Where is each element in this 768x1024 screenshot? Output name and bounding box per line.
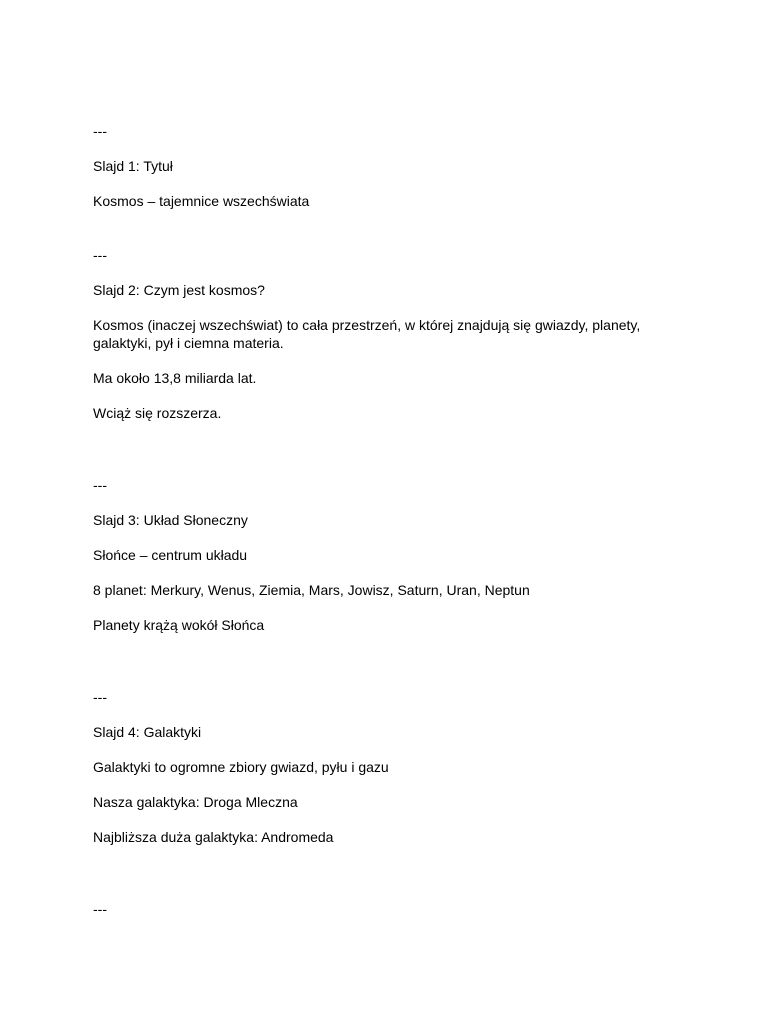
slide-4-heading: Slajd 4: Galaktyki bbox=[93, 724, 202, 740]
slide-2-paragraph-age: Ma około 13,8 miliarda lat. bbox=[93, 370, 257, 386]
slide-1-title-text: Kosmos – tajemnice wszechświata bbox=[93, 193, 310, 209]
slide-4-paragraph-definition: Galaktyki to ogromne zbiory gwiazd, pyłu i gazu bbox=[93, 759, 389, 775]
separator-1: --- bbox=[93, 123, 107, 139]
slide-4-paragraph-milky-way: Nasza galaktyka: Droga Mleczna bbox=[93, 794, 298, 810]
slide-1-heading: Slajd 1: Tytuł bbox=[93, 158, 173, 174]
slide-3-heading: Slajd 3: Układ Słoneczny bbox=[93, 512, 248, 528]
slide-2-paragraph-definition: Kosmos (inaczej wszechświat) to cała przestrzeń, w której znajdują się gwiazdy, planety, galaktyki, pył i ciemna materia. bbox=[93, 317, 641, 351]
slide-4-paragraph-andromeda: Najbliższa duża galaktyka: Andromeda bbox=[93, 829, 334, 845]
slide-3-paragraph-orbits: Planety krążą wokół Słońca bbox=[93, 617, 265, 633]
separator-2: --- bbox=[93, 247, 107, 263]
slide-3-paragraph-sun: Słońce – centrum układu bbox=[93, 547, 248, 563]
separator-3: --- bbox=[93, 477, 107, 493]
slide-2-heading: Slajd 2: Czym jest kosmos? bbox=[93, 282, 265, 298]
slide-3-paragraph-planets: 8 planet: Merkury, Wenus, Ziemia, Mars, Jowisz, Saturn, Uran, Neptun bbox=[93, 582, 530, 598]
separator-5: --- bbox=[93, 901, 107, 917]
slide-2-paragraph-expansion: Wciąż się rozszerza. bbox=[93, 405, 222, 421]
separator-4: --- bbox=[93, 689, 107, 705]
